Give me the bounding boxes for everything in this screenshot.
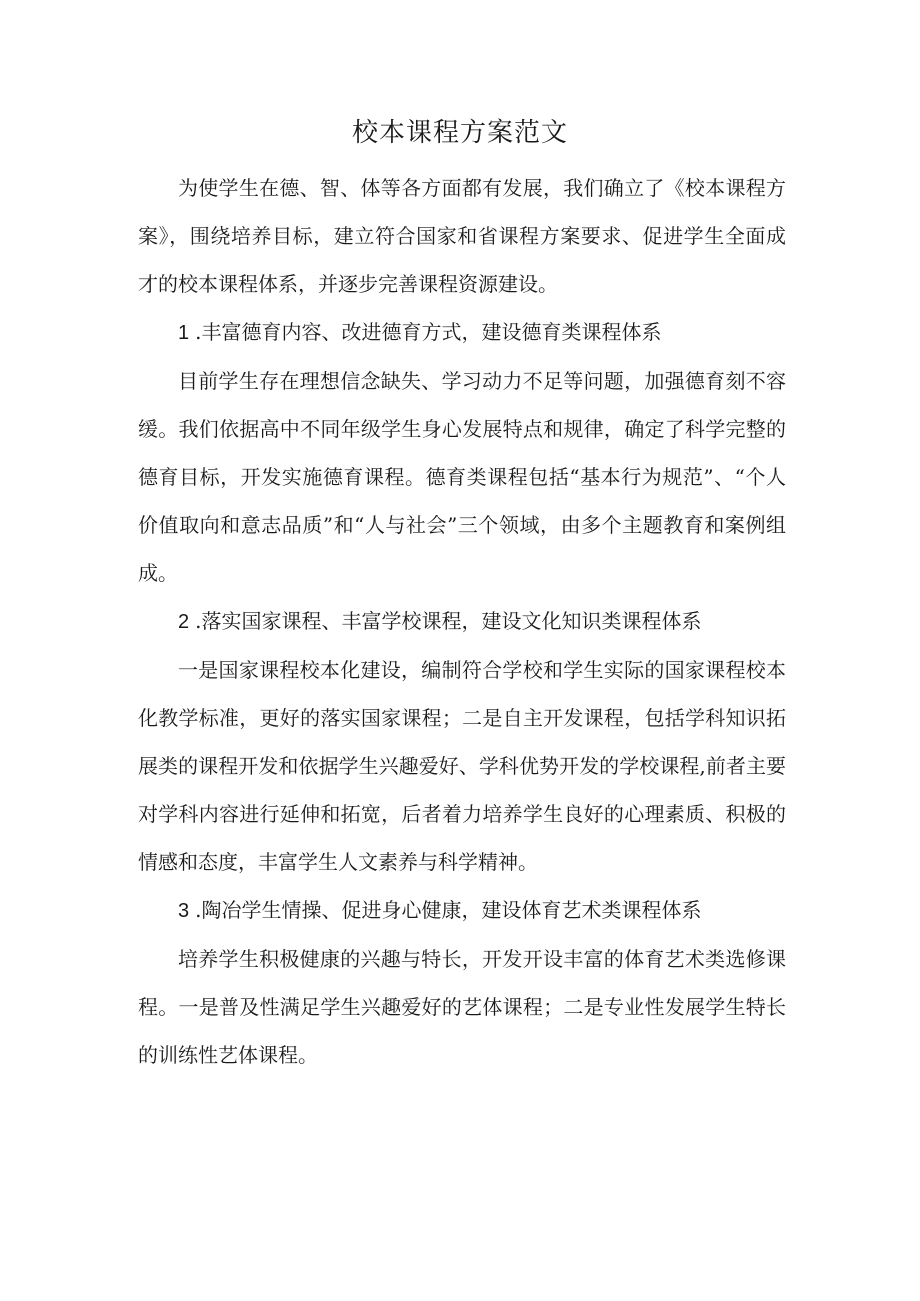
section-number: 1 [178,322,190,344]
section-paragraph-2: 一是国家课程校本化建设，编制符合学校和学生实际的国家课程校本化教学标准，更好的落实国家课程；二是自主开发课程，包括学科知识拓展类的课程开发和依据学生兴趣爱好、学科优势开发的学校课程,前者主要对学科内容进行延伸和拓宽，后者着力培养学生良好的心理素质、积极的情感和态度，丰富学生人文素养与科学精神。 [138,658,786,874]
section-heading-2 [138,597,786,646]
section-heading-text: .丰富德育内容、改进德育方式，建设德育类课程体系 [195,320,662,344]
document-body [138,164,786,1079]
section-paragraph-3: 培养学生积极健康的兴趣与特长，开发开设丰富的体育艺术类选修课程。一是普及性满足学生兴趣爱好的艺体课程；二是专业性发展学生特长的训练性艺体课程。 [138,947,786,1067]
intro-paragraph: 为使学生在德、智、体等各方面都有发展，我们确立了《校本课程方案》，围绕培养目标，建立符合国家和省课程方案要求、促进学生全面成才的校本课程体系，并逐步完善课程资源建设。 [138,176,786,296]
section-heading-1 [138,308,786,357]
section-number: 3 [178,900,190,922]
section-number: 2 [178,611,190,633]
section-heading-text: .落实国家课程、丰富学校课程，建设文化知识类课程体系 [195,609,702,633]
document-title: 校本课程方案范文 [351,118,568,148]
section-paragraph-1: 目前学生存在理想信念缺失、学习动力不足等问题，加强德育刻不容缓。我们依据高中不同年级学生身心发展特点和规律，确定了科学完整的德育目标，开发实施德育课程。德育类课程包括“基本行为规范”、“个人价值取向和意志品质”和“人与社会”三个领域，由多个主题教育和案例组成。 [138,369,786,585]
section-heading-3 [138,886,786,935]
section-heading-text: .陶冶学生情操、促进身心健康，建设体育艺术类课程体系 [195,898,702,922]
